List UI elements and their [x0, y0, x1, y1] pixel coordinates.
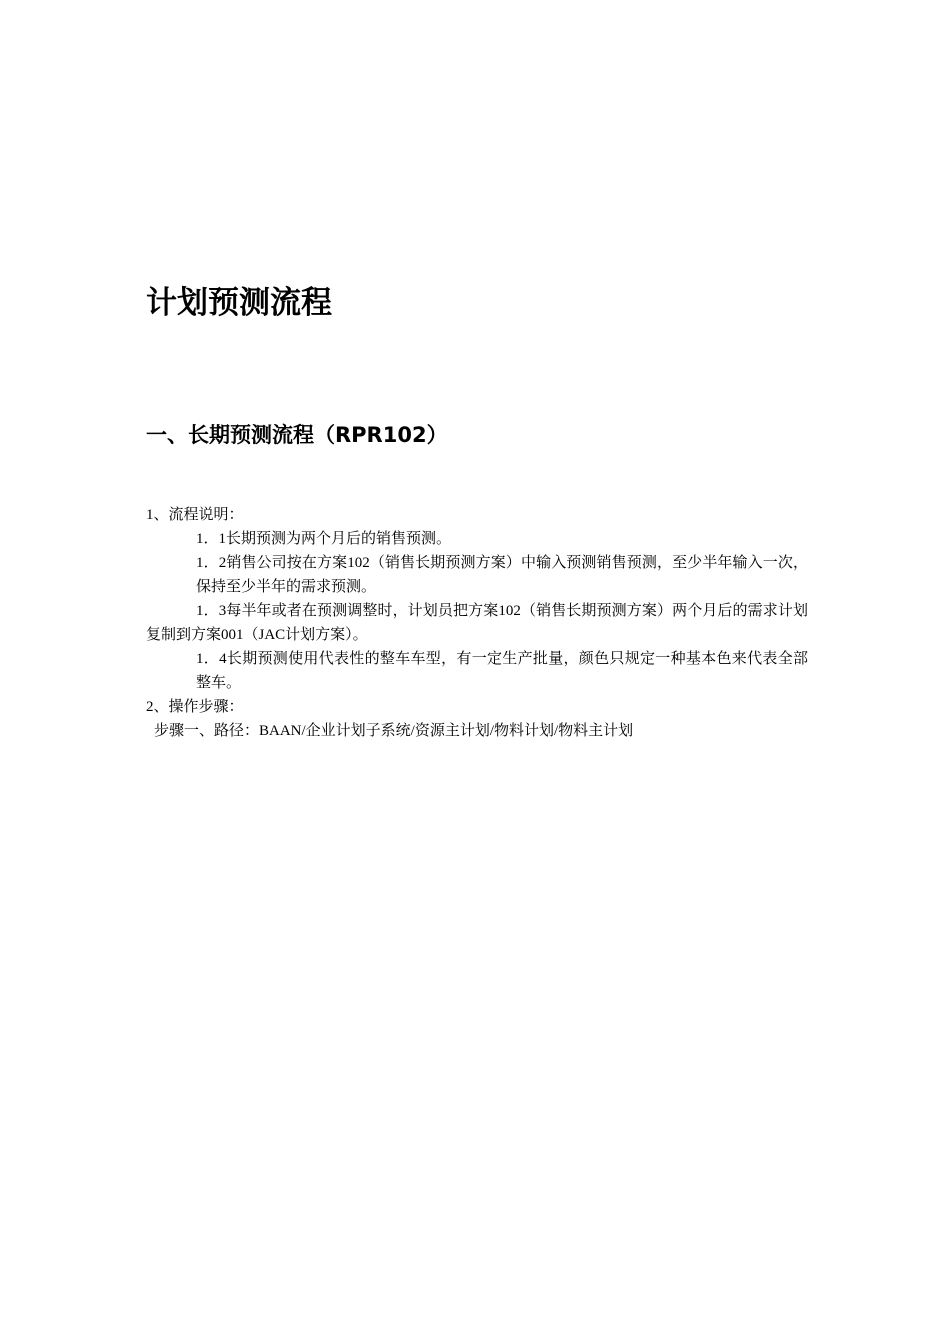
list-item-1-3: 1．3每半年或者在预测调整时，计划员把方案102（销售长期预测方案）两个月后的需求计划复制到方案001（JAC计划方案）。: [146, 603, 808, 643]
section-heading: 一、长期预测流程（RPR102）: [146, 423, 448, 447]
list-item-1-2: 1．2销售公司按在方案102（销售长期预测方案）中输入预测销售预测，至少半年输入一次，保持至少半年的需求预测。: [196, 555, 808, 595]
list-item-1-1: 1．1长期预测为两个月后的销售预测。: [196, 531, 452, 547]
document-title: 计划预测流程: [146, 285, 332, 321]
document-body: [146, 503, 808, 743]
list-item-1-4: 1．4长期预测使用代表性的整车车型，有一定生产批量，颜色只规定一种基本色来代表全部整车。: [196, 651, 808, 691]
subsection-heading-process-description: 1、流程说明：: [146, 507, 244, 523]
subsection-heading-operation-steps: 2、操作步骤：: [146, 699, 244, 715]
step-1-path: 步骤一、路径：BAAN/企业计划子系统/资源主计划/物料计划/物料主计划: [154, 723, 634, 739]
